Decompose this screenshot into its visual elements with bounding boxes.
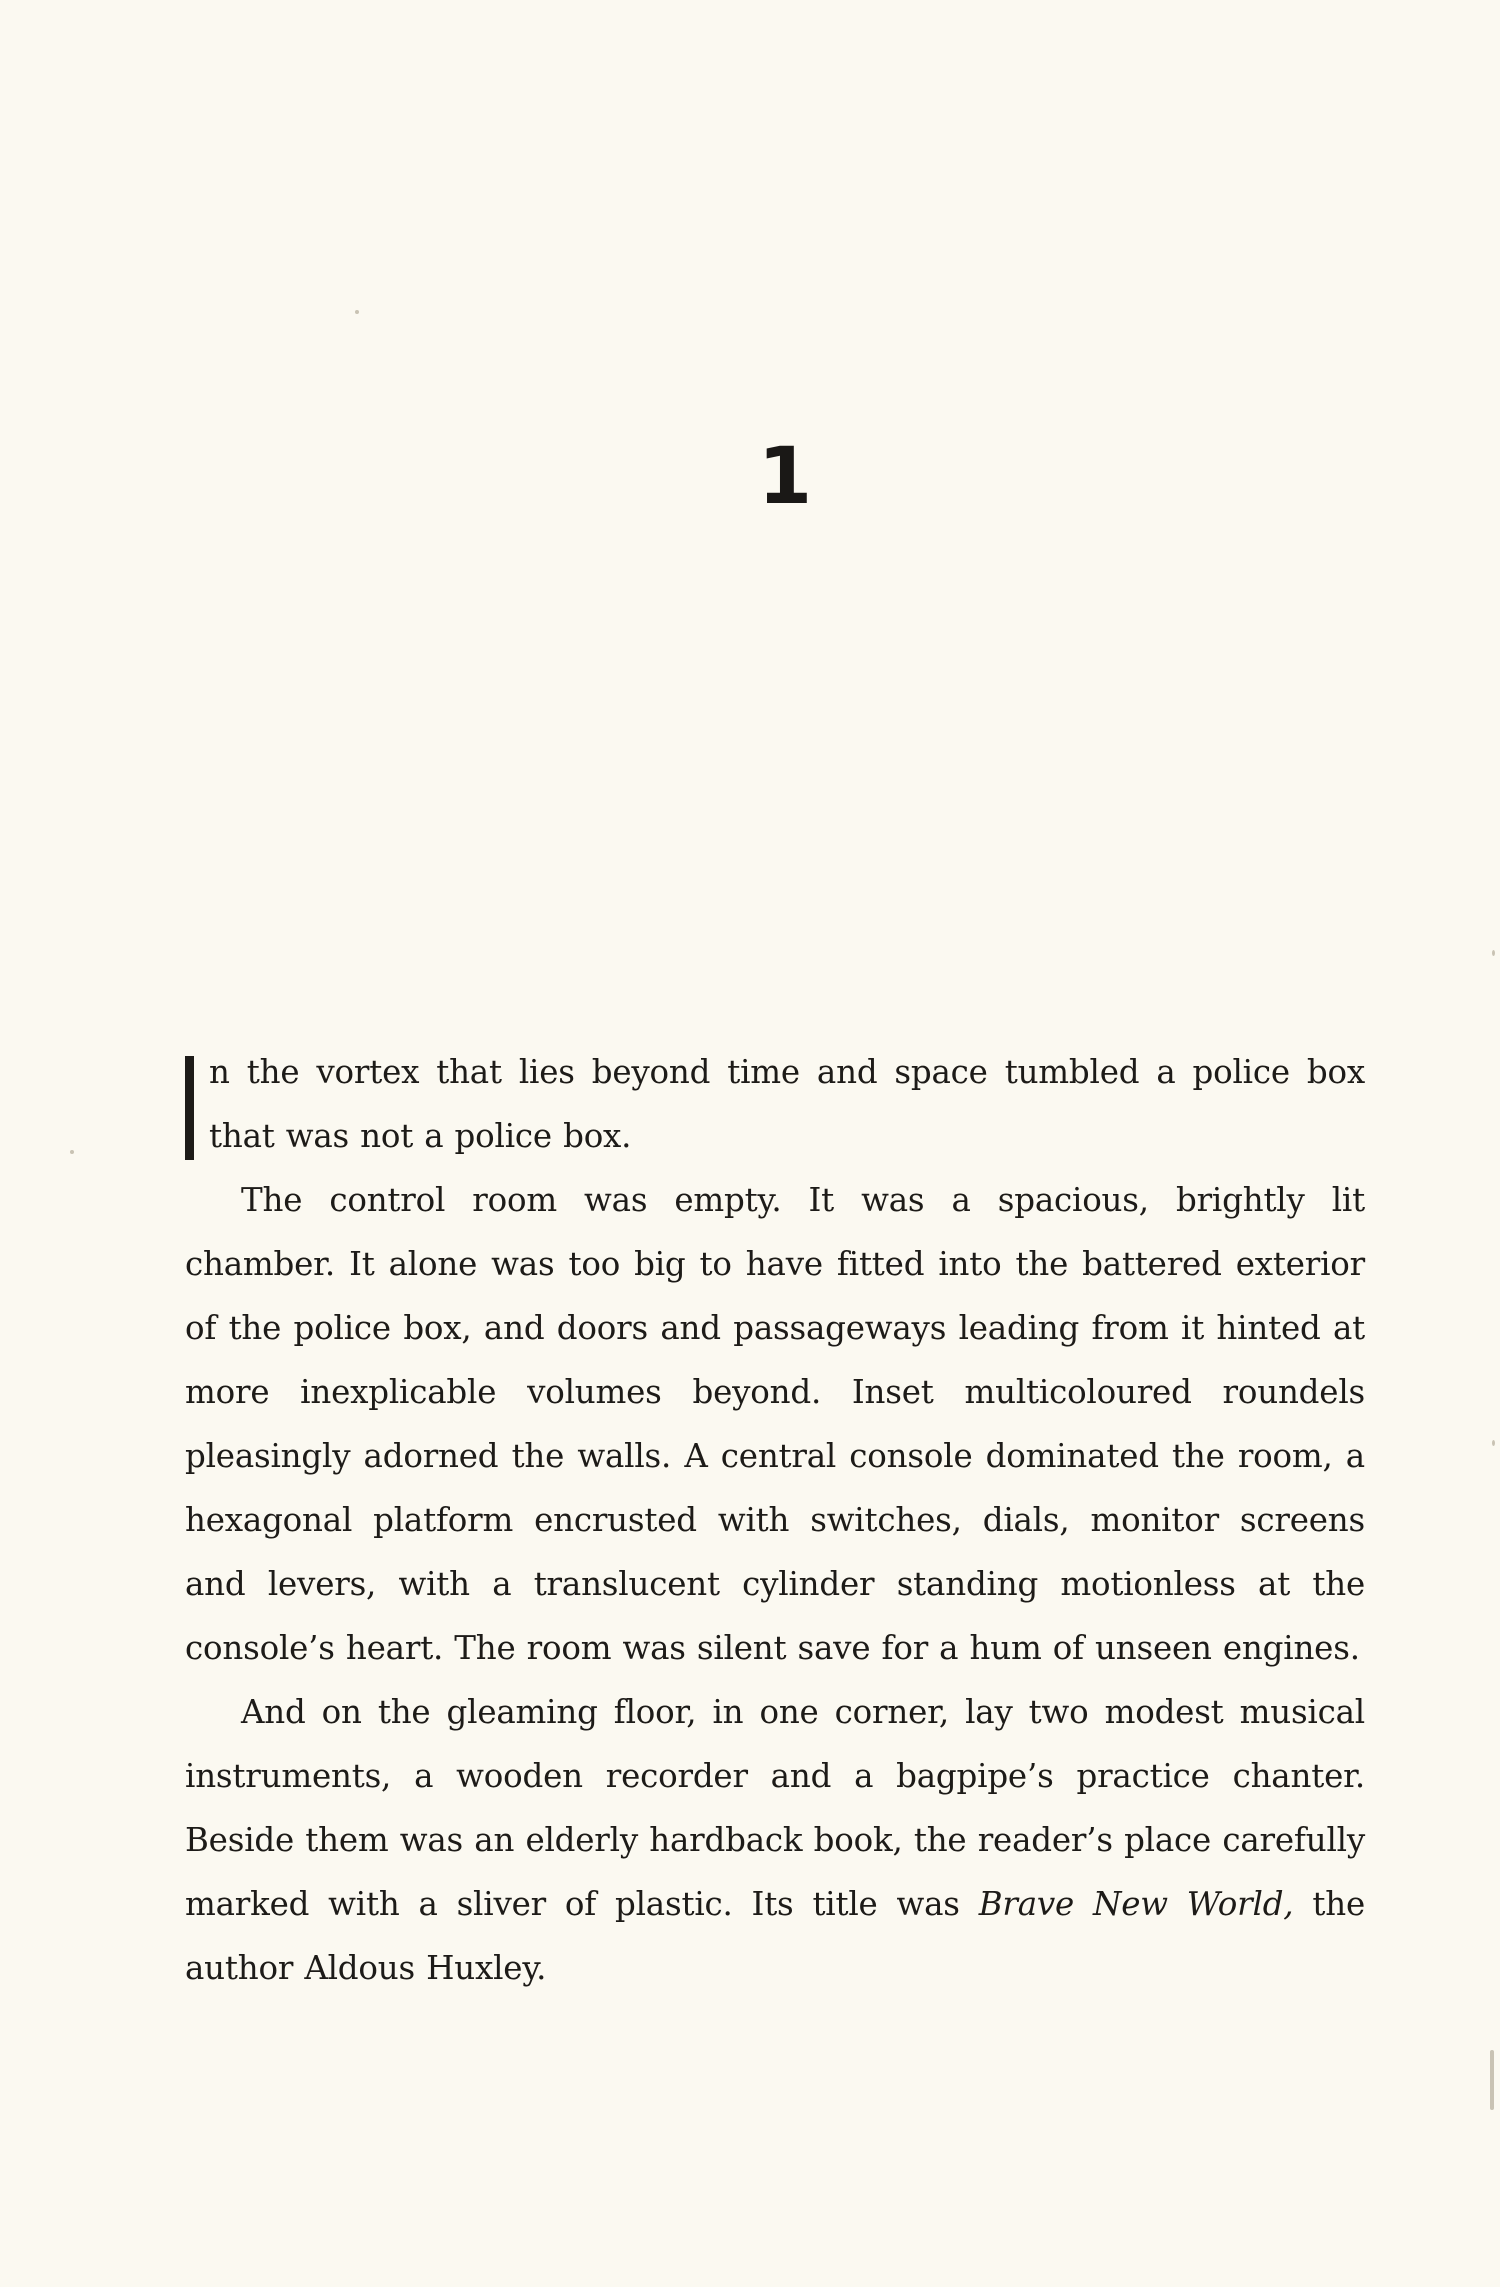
chapter-body	[185, 1040, 1365, 2000]
paper-speck	[70, 1150, 74, 1154]
opening-paragraph-text: n the vortex that lies beyond time and space tumbled a police box that was not a police box.	[209, 1053, 1365, 1155]
control-room-paragraph: The control room was empty. It was a spacious, brightly lit chamber. It alone was too big to have fitted into the battered exterior of the police box, and doors and passageways leading from it hinted at more inexplicable volumes beyond. Inset multicoloured roundels pleasingly adorned the walls. A central console dominated the room, a hexagonal platform encrusted with switches, dials, monitor screens and levers, with a translucent cylinder standing motionless at the console’s heart. The room was silent save for a hum of unseen engines.	[185, 1181, 1365, 1667]
paper-speck	[355, 310, 359, 314]
opening-paragraph	[185, 1040, 1365, 1168]
floor-paragraph-text: And on the gleaming floor, in one corner, lay two modest musical instruments, a wooden recorder and a bagpipe’s practice chanter. Beside them was an elderly hardback book, the reader’s place carefully marked with a sliver of plastic. Its title was	[185, 1693, 1365, 1923]
floor-paragraph-end: the author Aldous Huxley.	[185, 1885, 1366, 1987]
floor-paragraph	[185, 1680, 1365, 2000]
paper-speck	[1492, 1440, 1495, 1446]
paper-speck	[1490, 2050, 1494, 2110]
paper-speck	[1492, 950, 1495, 956]
drop-cap	[185, 1056, 194, 1160]
chapter-number: 1	[757, 432, 813, 522]
book-title: Brave New World,	[978, 1885, 1294, 1923]
